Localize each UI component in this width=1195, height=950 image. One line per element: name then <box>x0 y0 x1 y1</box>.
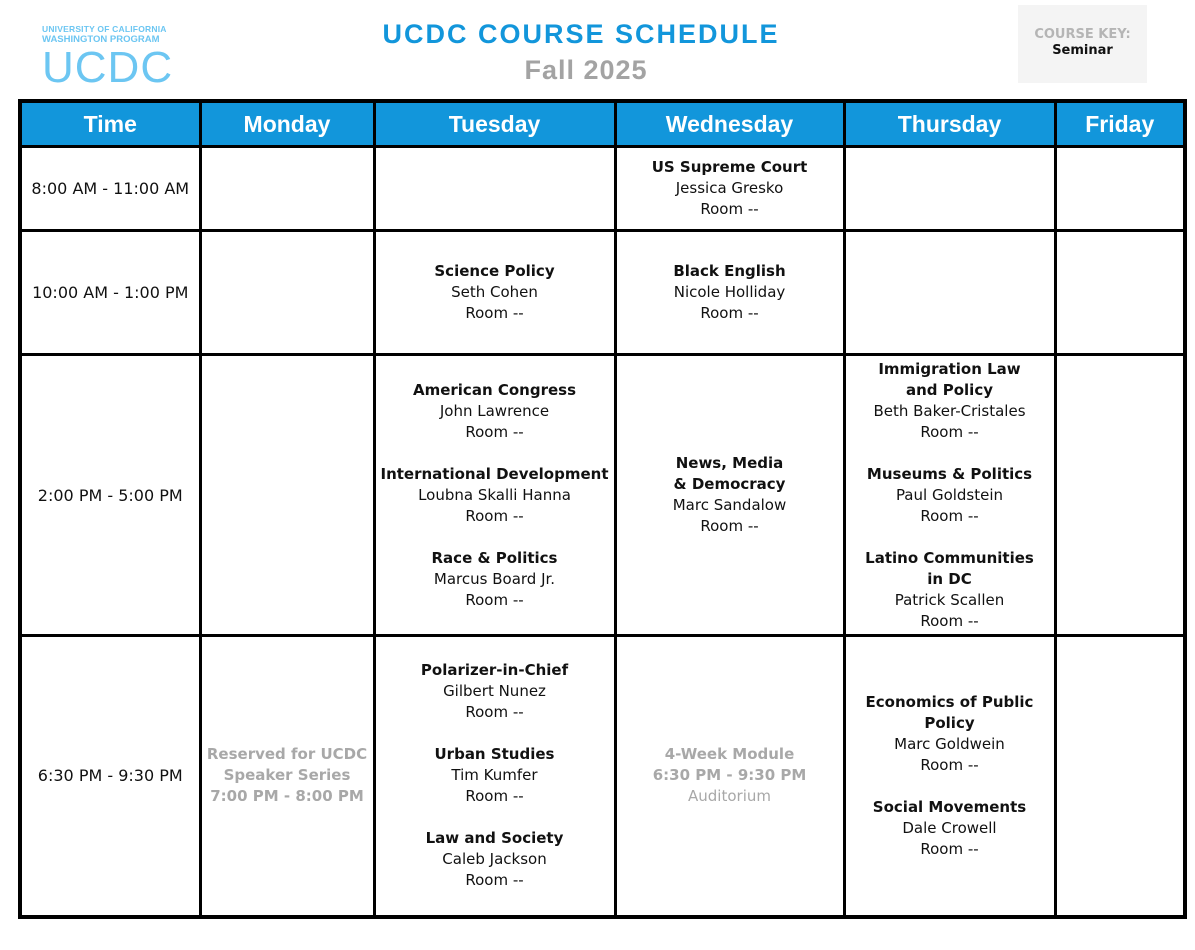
course-title: Polarizer-in-Chief <box>420 661 569 680</box>
column-header-thursday: Thursday <box>844 101 1055 147</box>
logo-wordmark: UCDC <box>42 43 174 92</box>
time-slot: 6:30 PM - 9:30 PM <box>20 636 200 917</box>
course-room: Room -- <box>465 590 524 609</box>
schedule-cell-tuesday <box>374 636 615 917</box>
schedule-row <box>20 355 1185 636</box>
course-title: Black English <box>673 262 786 280</box>
course-room: Room -- <box>465 422 524 441</box>
course-entry <box>617 157 843 220</box>
header-row <box>20 101 1185 147</box>
schedule-cell-friday <box>1055 231 1185 355</box>
schedule-cell-wednesday <box>615 355 844 636</box>
reserved-line: Speaker Series <box>223 766 351 785</box>
course-title: Museums & Politics <box>866 464 1033 483</box>
column-header-time: Time <box>20 101 200 147</box>
course-entry <box>617 453 843 537</box>
course-instructor: Jessica Gresko <box>675 179 784 197</box>
course-title: Social Movements <box>872 797 1027 816</box>
course-entry <box>846 692 1054 776</box>
course-entry <box>846 464 1054 527</box>
schedule-table <box>18 99 1187 919</box>
course-instructor: Seth Cohen <box>451 283 538 301</box>
column-header-wednesday: Wednesday <box>615 101 844 147</box>
schedule-row <box>20 636 1185 917</box>
schedule-row <box>20 147 1185 231</box>
course-room: Room -- <box>920 611 979 630</box>
reserved-line: 4-Week Module <box>664 745 795 764</box>
course-room: Room -- <box>465 304 524 322</box>
course-instructor: Patrick Scallen <box>894 590 1005 609</box>
course-room: Room -- <box>465 703 524 722</box>
course-instructor: Marc Goldwein <box>894 734 1005 753</box>
schedule-cell-monday <box>200 147 374 231</box>
course-room: Room -- <box>465 506 524 525</box>
time-slot: 8:00 AM - 11:00 AM <box>20 147 200 231</box>
course-entry <box>846 359 1054 443</box>
course-instructor: Nicole Holliday <box>673 283 786 301</box>
schedule-cell-tuesday <box>374 231 615 355</box>
course-instructor: Gilbert Nunez <box>443 682 546 701</box>
course-instructor: Paul Goldstein <box>895 485 1004 504</box>
reserved-note <box>617 744 843 807</box>
course-entry <box>846 797 1054 860</box>
course-title: Race & Politics <box>431 548 558 567</box>
course-entry <box>376 464 614 527</box>
column-header-friday: Friday <box>1055 101 1185 147</box>
course-entry <box>376 744 614 807</box>
reserved-line: 6:30 PM - 9:30 PM <box>652 766 807 785</box>
schedule-cell-wednesday <box>615 231 844 355</box>
course-room: Room -- <box>465 787 524 806</box>
logo-line-2: WASHINGTON PROGRAM <box>42 34 160 45</box>
schedule-cell-friday <box>1055 636 1185 917</box>
time-slot: 2:00 PM - 5:00 PM <box>20 355 200 636</box>
course-room: Room -- <box>700 517 759 535</box>
column-header-tuesday: Tuesday <box>374 101 615 147</box>
time-slot: 10:00 AM - 1:00 PM <box>20 231 200 355</box>
course-title: American Congress <box>412 380 577 399</box>
course-instructor: Loubna Skalli Hanna <box>418 485 571 504</box>
schedule-cell-monday <box>200 231 374 355</box>
page-subtitle: Fall 2025 <box>524 55 648 85</box>
schedule-cell-wednesday <box>615 636 844 917</box>
ucdc-logo <box>42 24 174 92</box>
course-title: International Development <box>380 464 609 483</box>
course-instructor: Caleb Jackson <box>442 850 547 869</box>
reserved-line: 7:00 PM - 8:00 PM <box>210 787 364 806</box>
course-instructor: Marc Sandalow <box>672 496 787 514</box>
course-title: US Supreme Court <box>651 158 808 176</box>
schedule-cell-thursday <box>844 636 1055 917</box>
course-entry <box>376 261 614 324</box>
page-title: UCDC COURSE SCHEDULE <box>382 19 780 49</box>
course-instructor: Dale Crowell <box>902 818 997 837</box>
course-key-value: Seminar <box>1052 43 1113 58</box>
reserved-line: Reserved for UCDC <box>206 745 368 764</box>
course-room: Room -- <box>920 422 979 441</box>
schedule-cell-thursday <box>844 147 1055 231</box>
schedule-cell-wednesday <box>615 147 844 231</box>
course-entry <box>376 828 614 891</box>
course-room: Room -- <box>920 755 979 774</box>
schedule-cell-tuesday <box>374 355 615 636</box>
schedule-cell-monday <box>200 355 374 636</box>
course-entry <box>617 261 843 324</box>
course-instructor: Beth Baker-Cristales <box>873 401 1026 420</box>
reserved-location: Auditorium <box>688 787 771 806</box>
course-title: Urban Studies <box>434 745 555 764</box>
reserved-note <box>202 744 373 807</box>
course-room: Room -- <box>700 304 759 322</box>
schedule-cell-monday <box>200 636 374 917</box>
course-room: Room -- <box>920 839 979 858</box>
course-entry <box>376 548 614 611</box>
course-title: News, Media & Democracy <box>673 454 786 493</box>
course-instructor: John Lawrence <box>439 401 550 420</box>
schedule-cell-tuesday <box>374 147 615 231</box>
course-room: Room -- <box>465 871 524 890</box>
course-room: Room -- <box>920 506 979 525</box>
course-title: Latino Communities in DC <box>865 548 1034 588</box>
course-instructor: Marcus Board Jr. <box>433 569 556 588</box>
logo-line-1: UNIVERSITY OF CALIFORNIA <box>42 24 167 34</box>
schedule-cell-thursday <box>844 231 1055 355</box>
schedule-cell-friday <box>1055 147 1185 231</box>
course-room: Room -- <box>700 200 759 218</box>
course-title: Science Policy <box>434 262 555 280</box>
course-entry <box>376 380 614 443</box>
course-key <box>1018 5 1147 83</box>
schedule-row <box>20 231 1185 355</box>
course-title: Law and Society <box>425 829 564 848</box>
schedule-cell-thursday <box>844 355 1055 636</box>
column-header-monday: Monday <box>200 101 374 147</box>
course-instructor: Tim Kumfer <box>451 766 538 785</box>
course-entry <box>376 660 614 723</box>
schedule-cell-friday <box>1055 355 1185 636</box>
course-entry <box>846 548 1054 632</box>
course-title: Immigration Law and Policy <box>878 359 1021 399</box>
course-key-label: COURSE KEY: <box>1034 27 1131 42</box>
course-title: Economics of Public Policy <box>865 692 1034 732</box>
